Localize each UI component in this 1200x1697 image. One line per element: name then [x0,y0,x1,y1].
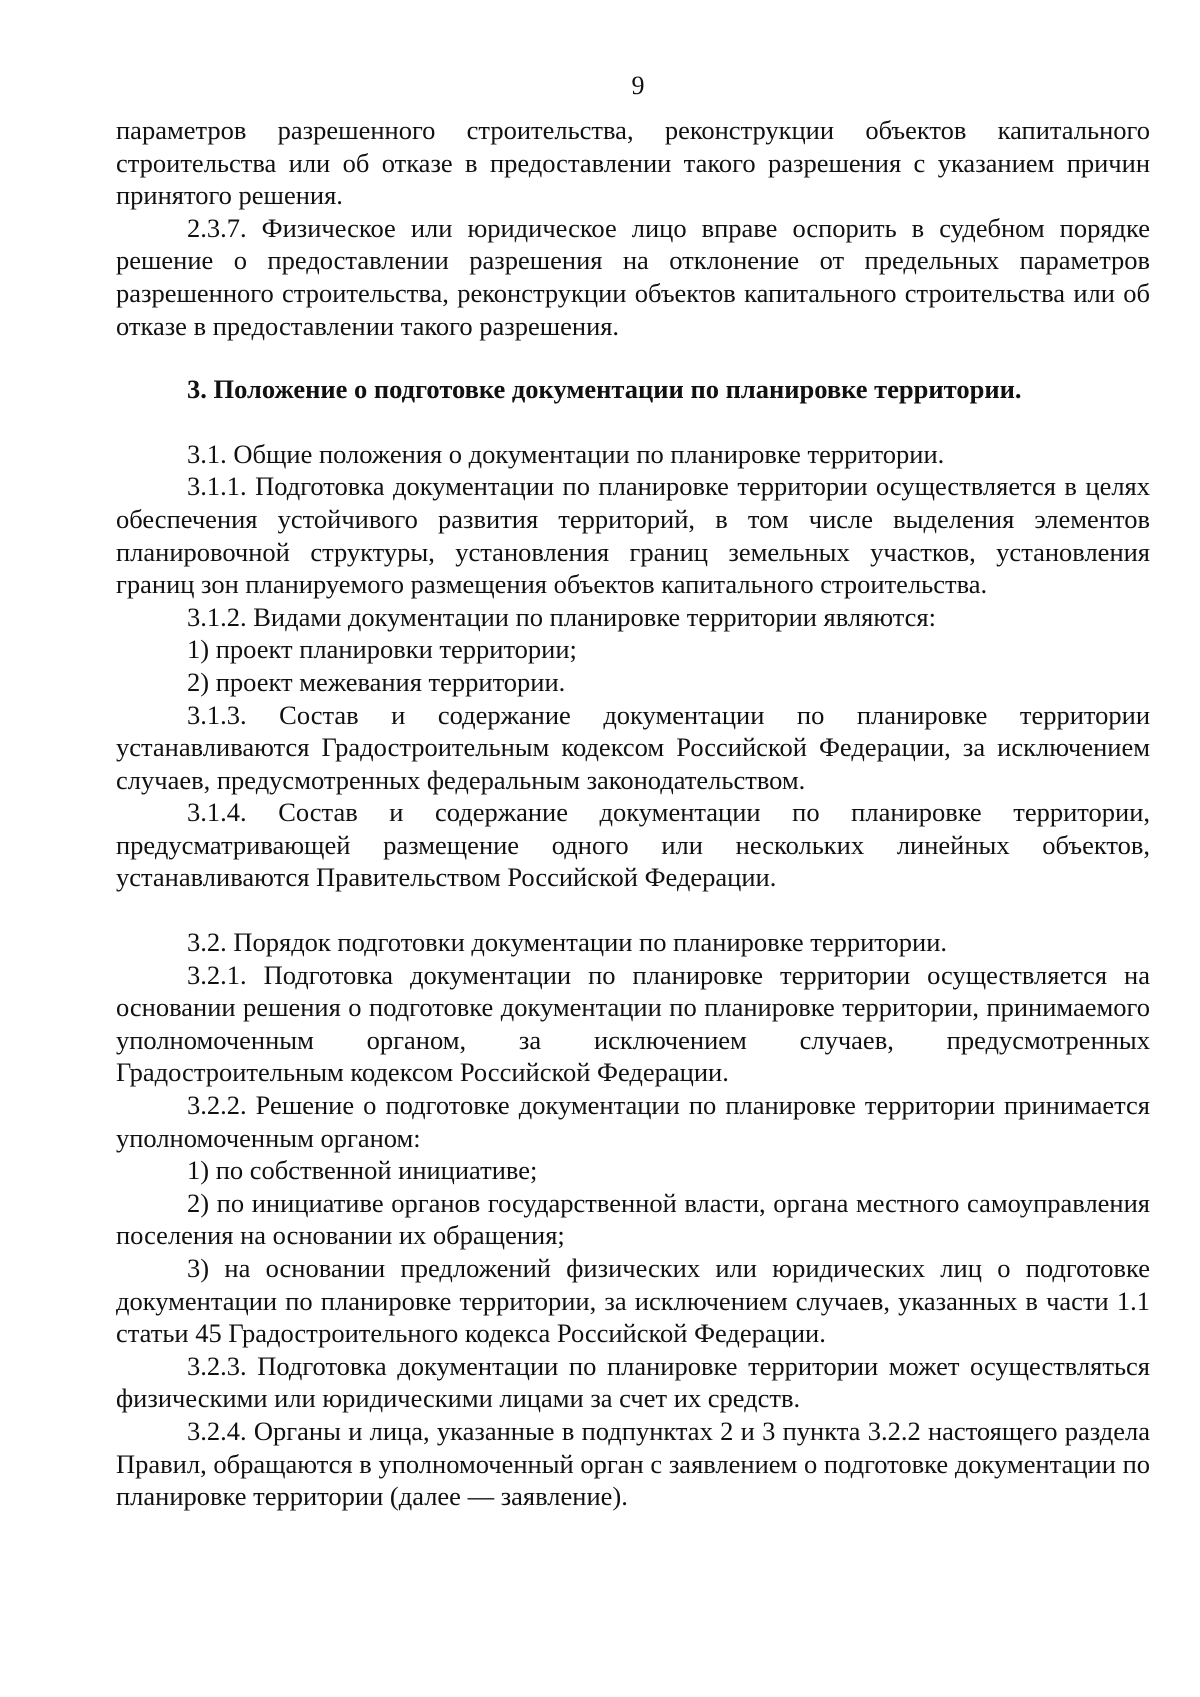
paragraph-2-3-7: 2.3.7. Физическое или юридическое лицо вправе оспорить в судебном порядке решение о предоставлении разрешения на отклонение от предельных параметров разрешенного строительства, реконструкции объектов капитального строительства или об отказе в предоставлении такого разрешения. [116,212,1150,341]
paragraph-continuation: параметров разрешенного строительства, реконструкции объектов капитального строительства или об отказе в предоставлении такого разрешения с указанием причин принятого решения. [116,115,1150,211]
section-gap [116,894,1150,926]
list-item: 2) по инициативе органов государственной власти, органа местного самоуправления поселения на основании их обращения; [116,1187,1150,1251]
paragraph-3-1-3: 3.1.3. Состав и содержание документации по планировке территории устанавливаются Градостроительным кодексом Российской Федерации, за исключением случаев, предусмотренных федеральным законодательством. [116,699,1150,795]
list-item: 2) проект межевания территории. [187,666,566,697]
paragraph-3-2: 3.2. Порядок подготовки документации по планировке территории. [187,927,947,958]
list-item: 1) по собственной инициативе; [187,1155,538,1186]
paragraph-3-2-1: 3.2.1. Подготовка документации по планировке территории осуществляется на основании решения о подготовке документации по планировке территории, принимаемого уполномоченным органом, за исключением случаев, предусмотренных Градостроительным кодексом Российской Федерации. [116,959,1150,1088]
page-number: 9 [631,71,645,100]
section-heading: 3. Положение о подготовке документации по планировке территории. [187,374,1022,405]
list-item: 3) на основании предложений физических или юридических лиц о подготовке документации по планировке территории, за исключением случаев, указанных в части 1.1 статьи 45 Градостроительного кодекса Российской Федерации. [116,1253,1150,1349]
paragraph-3-1-4: 3.1.4. Состав и содержание документации по планировке территории, предусматривающей размещение одного или нескольких линейных объектов, устанавливаются Правительством Российской Федерации. [116,797,1150,893]
paragraph-3-2-4: 3.2.4. Органы и лица, указанные в подпунктах 2 и 3 пункта 3.2.2 настоящего раздела Правил, обращаются в уполномоченный орган с заявлением о подготовке документации по планировке территории (далее — заявление). [116,1415,1150,1512]
paragraph-3-2-2: 3.2.2. Решение о подготовке документации по планировке территории принимается уполномоченным органом: [116,1090,1150,1153]
list-item: 1) проект планировки территории; [187,634,577,665]
paragraph-3-1-2: 3.1.2. Видами документации по планировке территории являются: [187,601,936,632]
paragraph-3-1-1: 3.1.1. Подготовка документации по планировке территории осуществляется в целях обеспечения устойчивого развития территорий, в том числе выделения элементов планировочной структуры, установления границ земельных участков, установления границ зон планируемого размещения объектов капитального строительства. [116,471,1150,600]
paragraph-3-2-3: 3.2.3. Подготовка документации по планировке территории может осуществляться физическими или юридическими лицами за счет их средств. [116,1350,1150,1414]
paragraph-3-1: 3.1. Общие положения о документации по планировке территории. [187,438,945,469]
